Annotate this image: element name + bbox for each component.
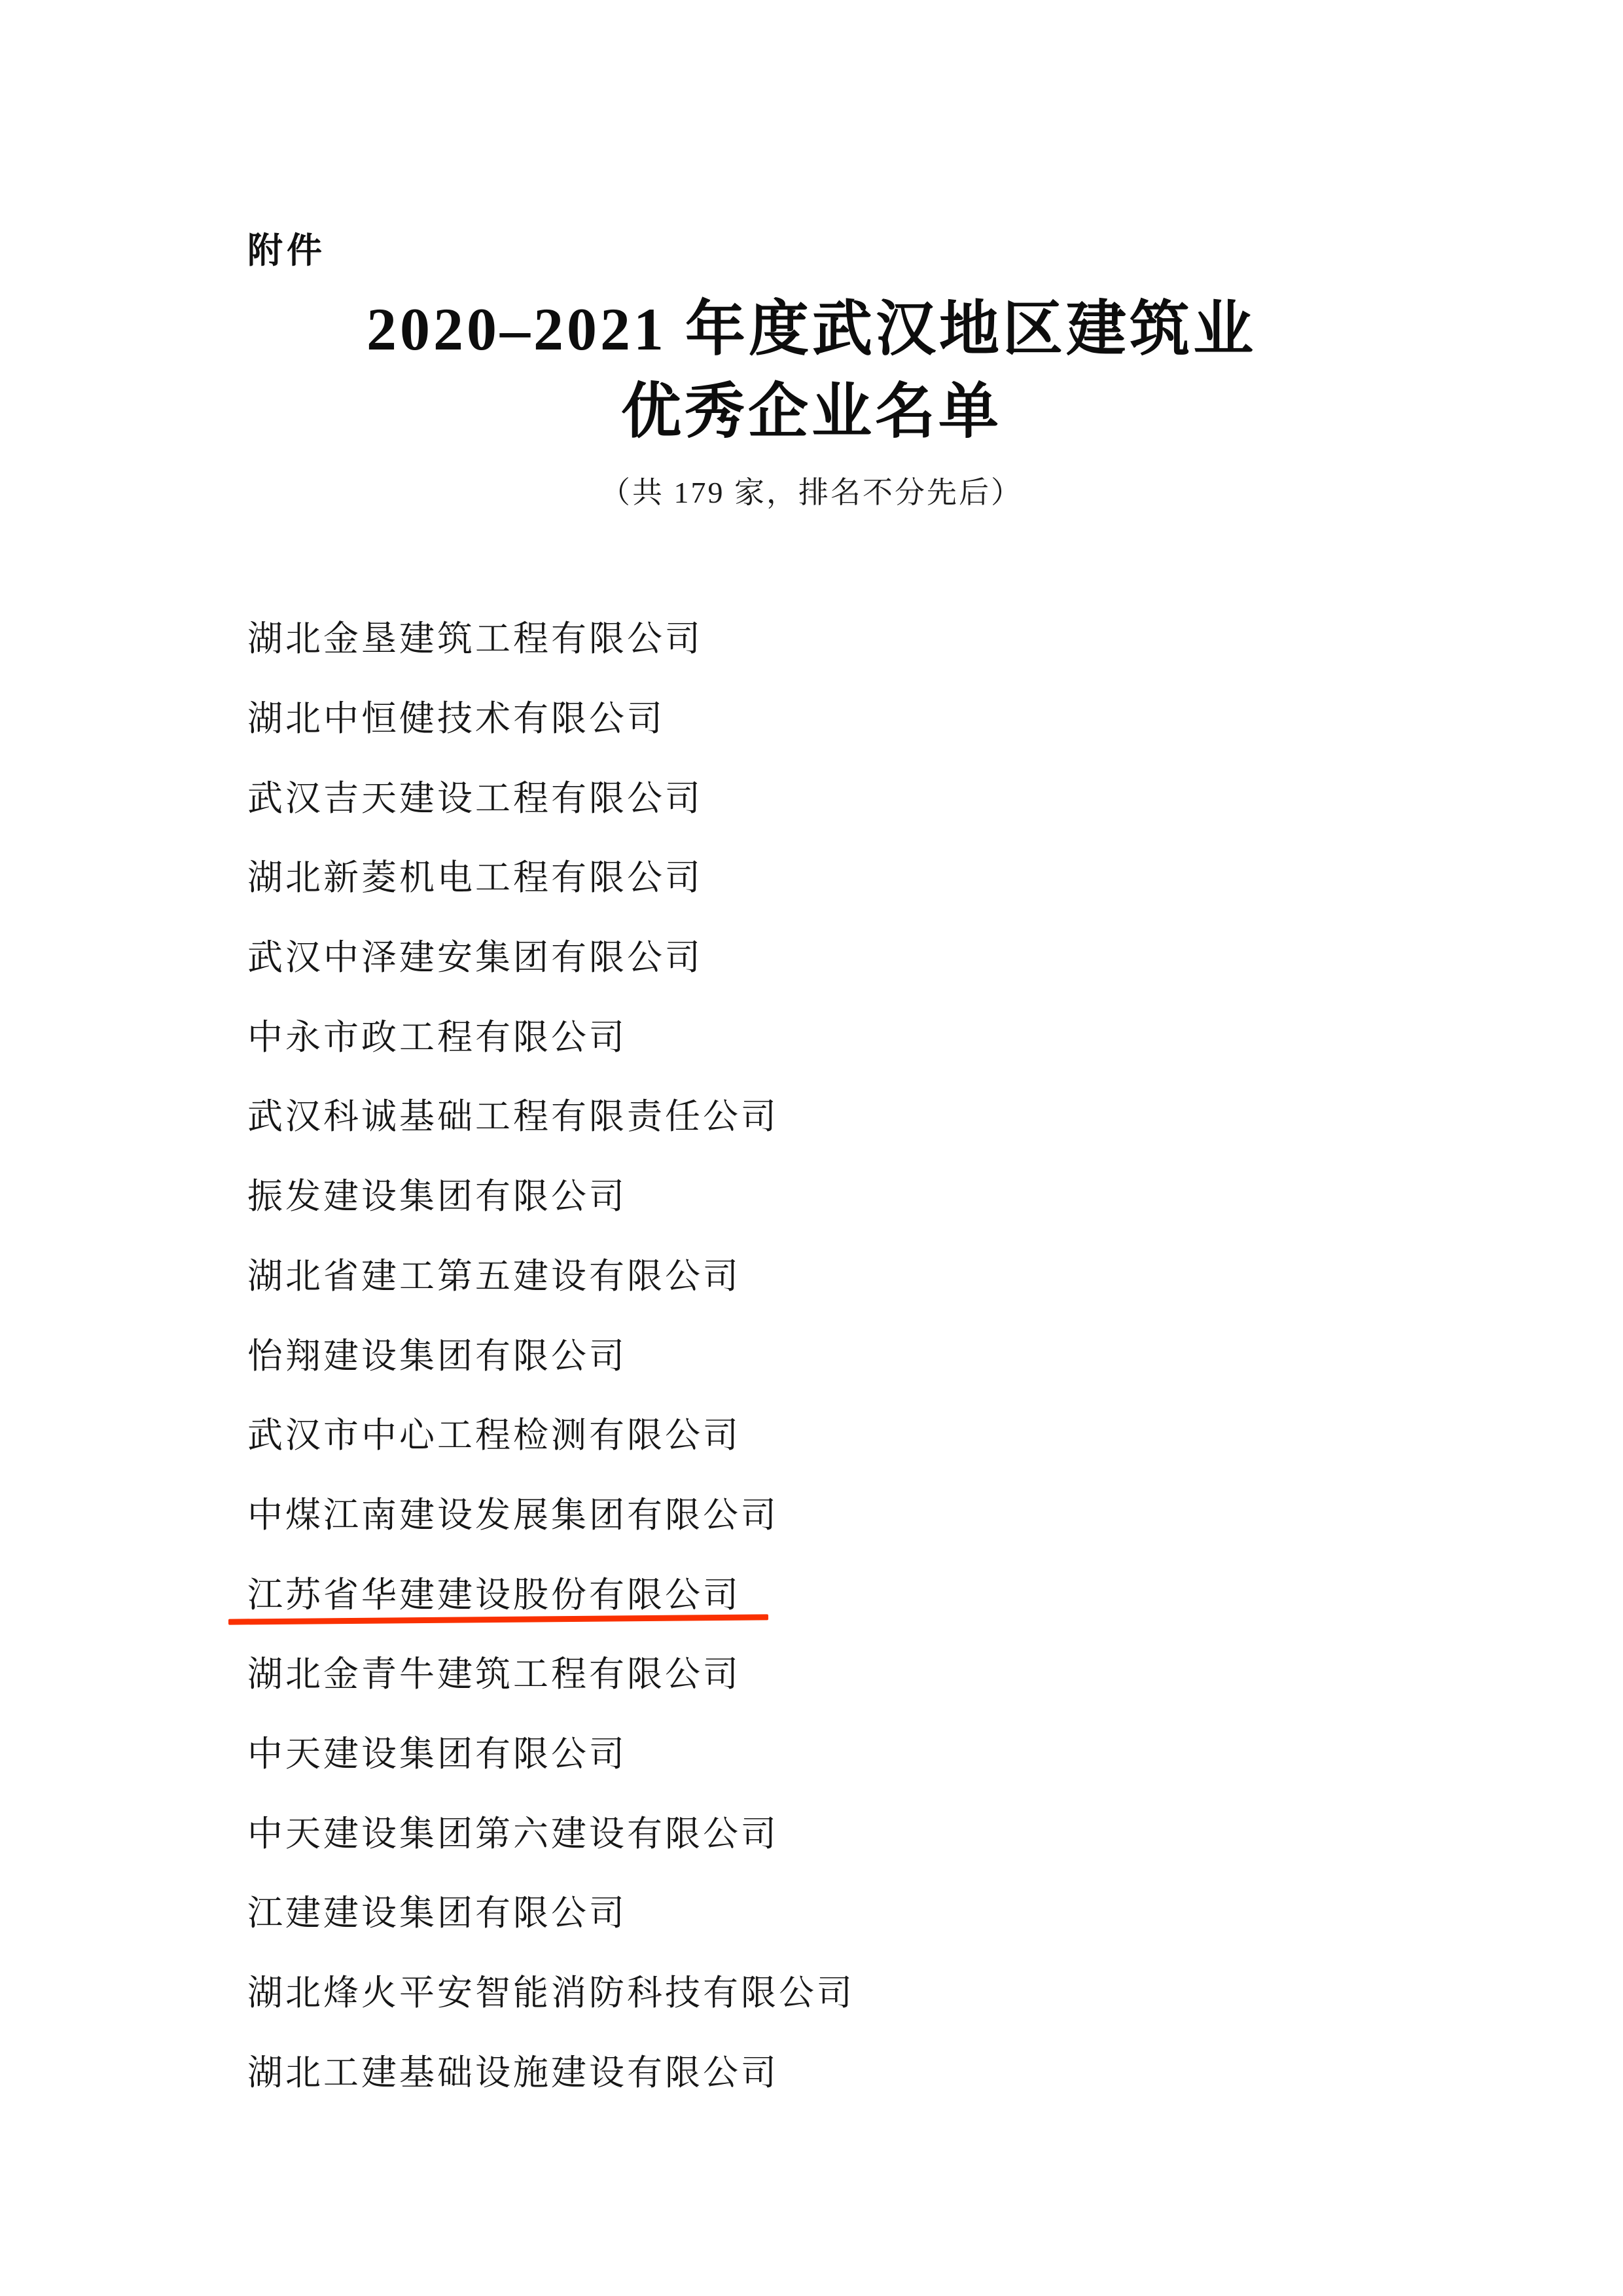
- company-name: 湖北金垦建筑工程有限公司: [247, 619, 703, 659]
- company-name: 中煤江南建设发展集团有限公司: [247, 1495, 779, 1535]
- company-name: 中天建设集团第六建设有限公司: [247, 1814, 779, 1854]
- company-list-item: [247, 1473, 855, 1552]
- company-list-item: [247, 1552, 855, 1632]
- attachment-label: 附件: [247, 231, 326, 270]
- company-list-item: [247, 835, 855, 915]
- company-list-item: [247, 1871, 855, 1950]
- company-name: 武汉吉天建设工程有限公司: [247, 778, 703, 818]
- company-name: 振发建设集团有限公司: [247, 1177, 627, 1217]
- company-list-item: [247, 1712, 855, 1791]
- company-name: 湖北新菱机电工程有限公司: [247, 858, 703, 898]
- company-list-item: [247, 1154, 855, 1234]
- company-list-item: [247, 1950, 855, 2030]
- company-list: [247, 596, 855, 2109]
- company-name: 中天建设集团有限公司: [247, 1734, 627, 1774]
- document-title-line1: 2020–2021 年度武汉地区建筑业: [366, 296, 1257, 363]
- company-list-item: [247, 1313, 855, 1393]
- company-name: 武汉科诚基础工程有限责任公司: [247, 1097, 779, 1137]
- company-name: 江苏省华建建设股份有限公司: [247, 1575, 741, 1615]
- company-list-item: [247, 1074, 855, 1154]
- company-name: 湖北中恒健技术有限公司: [247, 699, 665, 739]
- company-list-item: [247, 994, 855, 1074]
- document-title-line2: 优秀企业名单: [620, 378, 1002, 445]
- company-list-item: [247, 1234, 855, 1314]
- company-list-item: [247, 915, 855, 995]
- company-list-item: [247, 2030, 855, 2109]
- company-name: 湖北省建工第五建设有限公司: [247, 1256, 741, 1296]
- company-name: 武汉市中心工程检测有限公司: [247, 1416, 741, 1456]
- document-subtitle: （共 179 家，排名不分先后）: [600, 476, 1023, 509]
- company-list-item: [247, 1393, 855, 1473]
- company-name: 怡翔建设集团有限公司: [247, 1336, 627, 1376]
- company-list-item: [247, 1791, 855, 1871]
- document-title: [0, 288, 1623, 453]
- company-list-item: [247, 596, 855, 676]
- company-list-item: [247, 1632, 855, 1712]
- company-name: 武汉中泽建安集团有限公司: [247, 938, 703, 978]
- company-name: 湖北金青牛建筑工程有限公司: [247, 1655, 741, 1695]
- company-name: 湖北工建基础设施建设有限公司: [247, 2053, 779, 2092]
- company-name: 江建建设集团有限公司: [247, 1893, 627, 1933]
- company-list-item: [247, 676, 855, 756]
- company-list-item: [247, 755, 855, 835]
- company-name: 中永市政工程有限公司: [247, 1017, 627, 1057]
- company-name: 湖北烽火平安智能消防科技有限公司: [247, 1973, 855, 2013]
